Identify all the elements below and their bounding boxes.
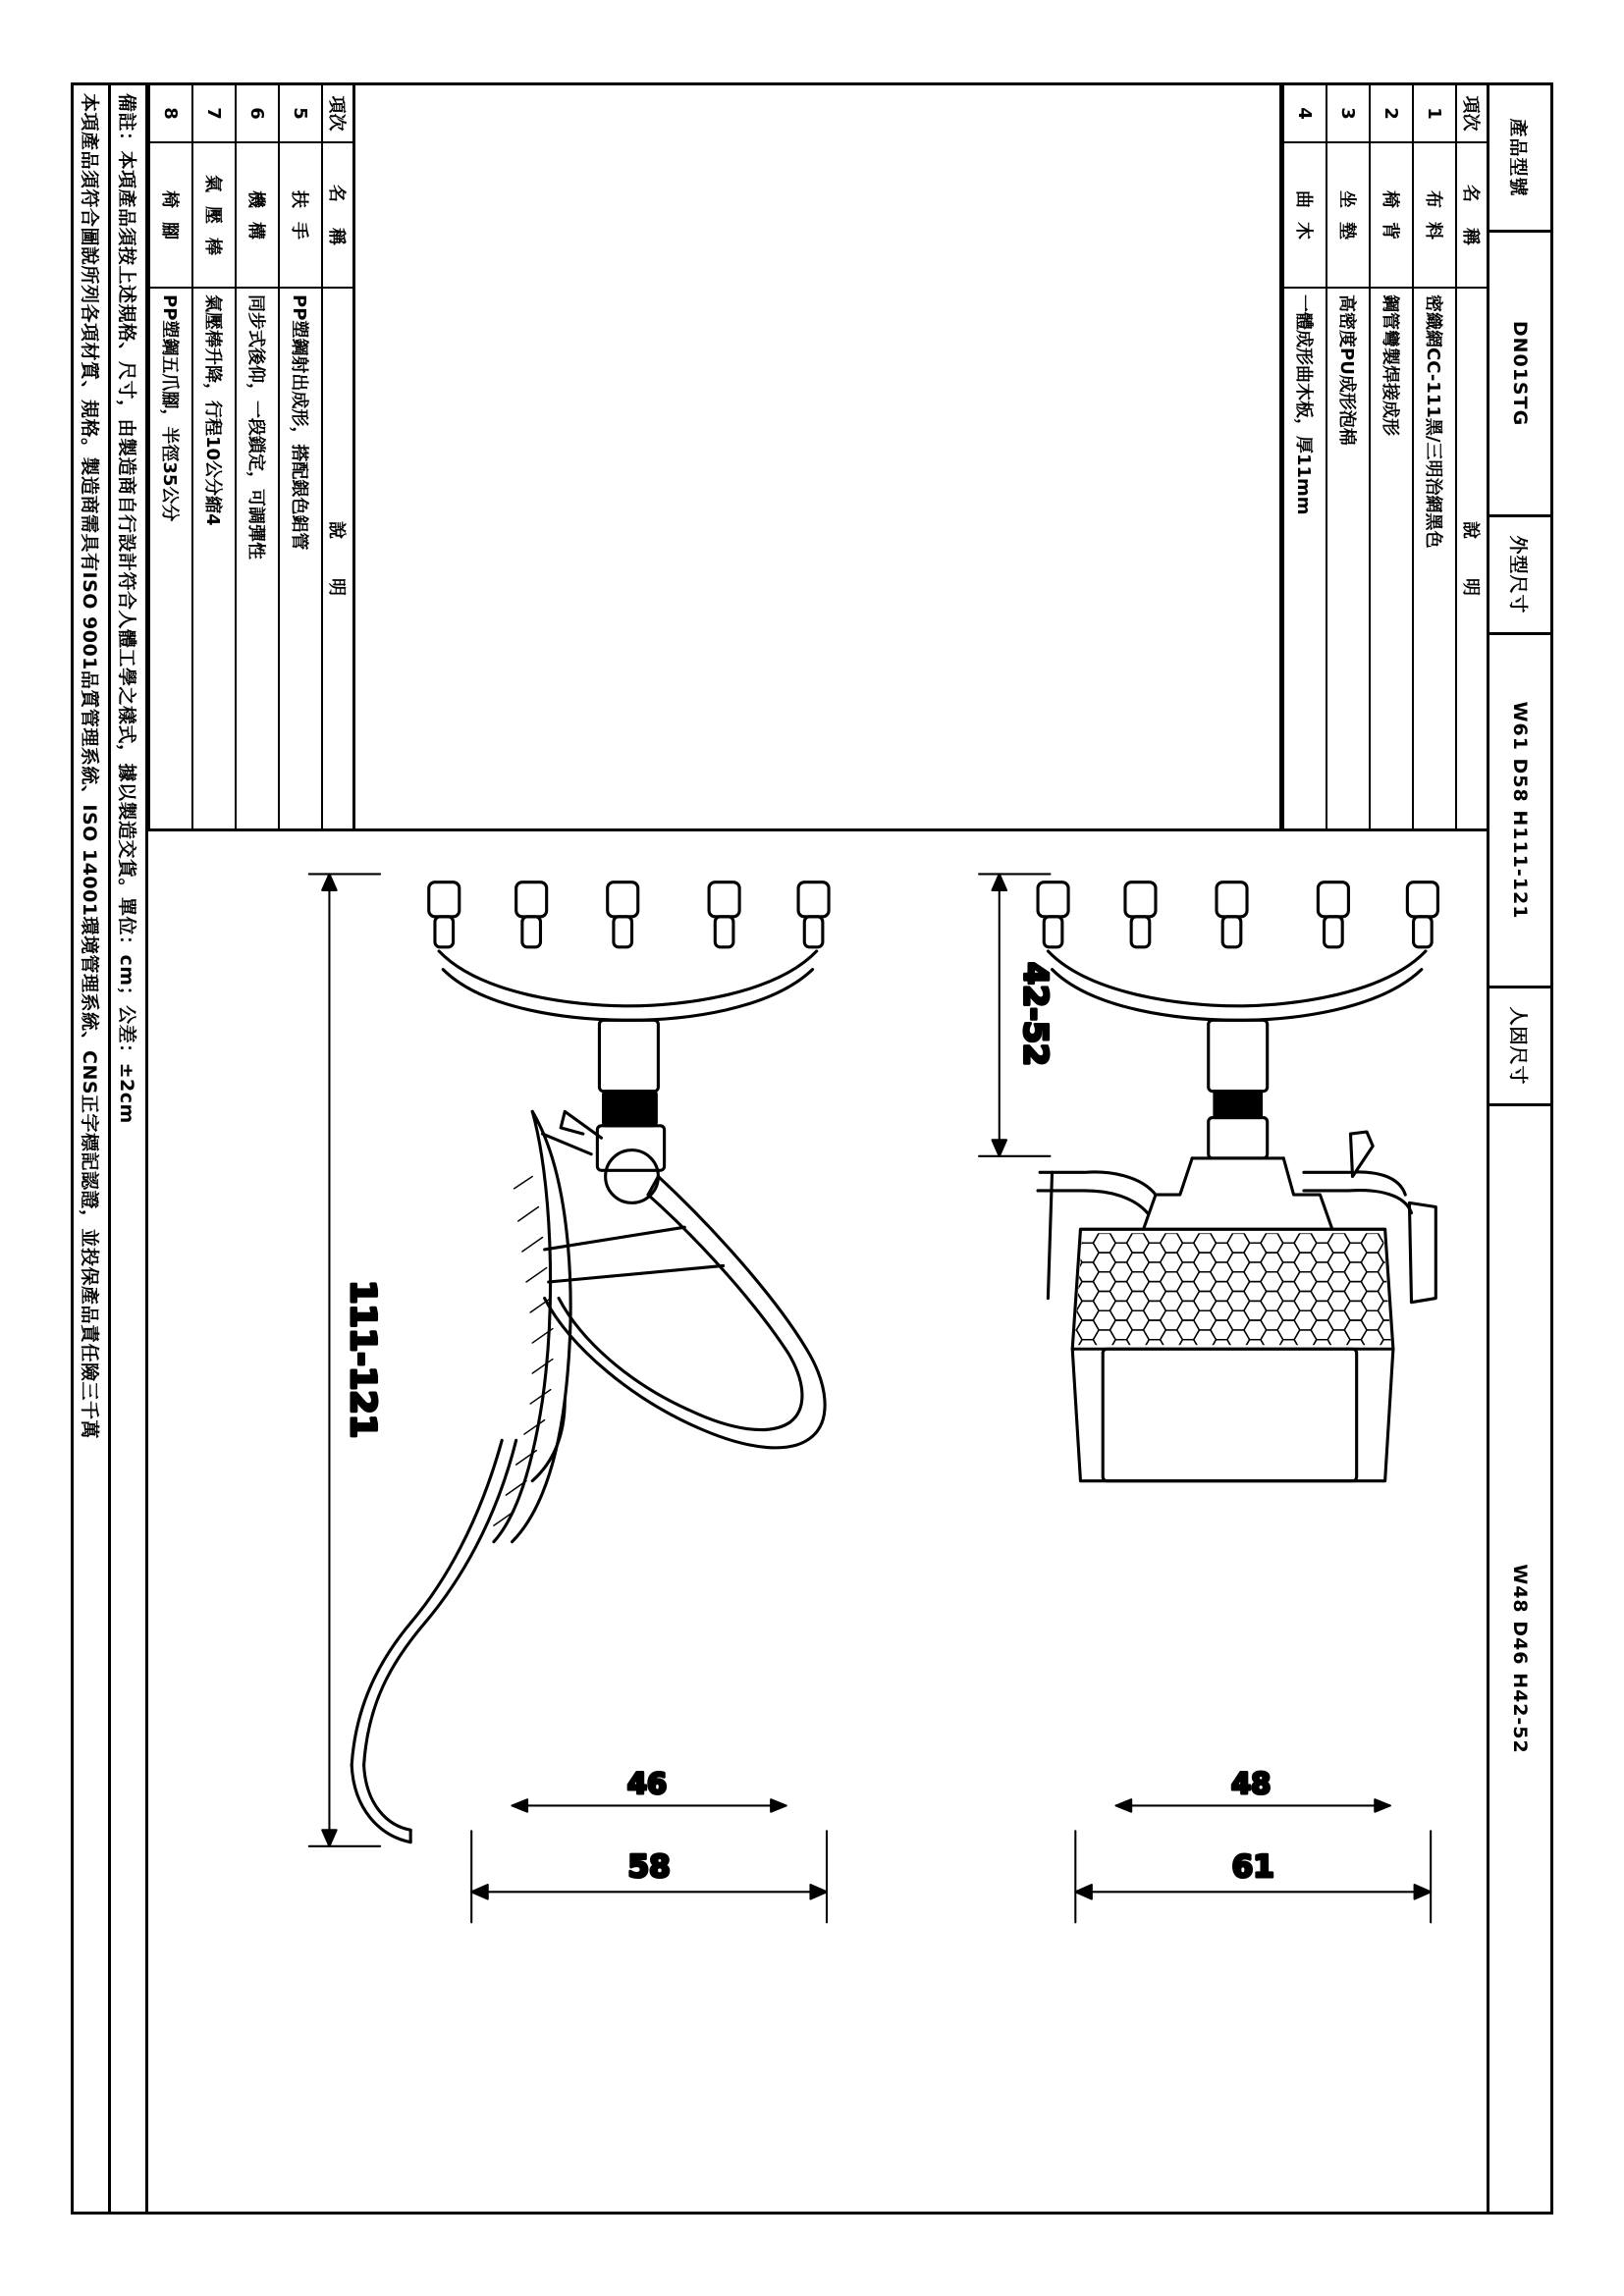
dim-label-48: 48 [1231, 1766, 1272, 1800]
th-name-left: 名稱 [1456, 142, 1487, 288]
part-name: 椅背 [1370, 142, 1413, 288]
part-desc: 密織網CC-111黑/三明治網黑色 [1413, 288, 1456, 828]
ergo-dim-label: 人因尺寸 [1489, 988, 1550, 1106]
part-desc: 同步式後仰，一段鎖定，可調彈性 [236, 288, 279, 828]
part-no: 6 [236, 85, 279, 142]
part-desc: 一體成形曲木板，厚11mm [1283, 288, 1326, 828]
dim-front-48 [1116, 1799, 1390, 1811]
mesh-back-panel [993, 1223, 1400, 1407]
dim-label-46: 46 [626, 1766, 668, 1800]
part-no: 4 [1283, 85, 1326, 142]
part-no: 3 [1326, 85, 1370, 142]
ergo-dim-value: W48 D46 H42-52 [1509, 1563, 1531, 1754]
part-desc: PP塑鋼五爪腳，半徑35公分 [149, 288, 192, 828]
part-name: 氣壓棒 [192, 142, 236, 288]
drawing-area [148, 831, 1487, 2212]
table-row [279, 85, 322, 828]
drawing-frame [71, 82, 1553, 2215]
th-desc-left: 說明 [1456, 288, 1487, 828]
side-view [352, 881, 829, 1842]
parts-table-right [148, 85, 355, 828]
part-desc: 鋼管彎製焊接成形 [1370, 288, 1413, 828]
part-no: 8 [149, 85, 192, 142]
table-row [1283, 85, 1326, 828]
part-no: 1 [1413, 85, 1456, 142]
part-desc: 氣壓棒升降，行程10公分縮4 [192, 288, 236, 828]
notes-block [74, 85, 145, 2212]
header-row [1487, 85, 1550, 2212]
parts-table-left [1282, 85, 1487, 828]
table-row [1326, 85, 1370, 828]
part-desc: 高密度PU成形泡棉 [1326, 288, 1370, 828]
dim-label-58: 58 [627, 1848, 671, 1885]
part-name: 機構 [236, 142, 279, 288]
note-line-2: 本項產品須符合圖說所列各項材質、規格。製造商需具有ISO 9001品質管理系統、ISO 14001環境管理系統、CNS正字標記認證，並投保產品責任險三千萬 [79, 92, 100, 1439]
spec-sheet [41, 49, 1583, 2248]
sheet-body [74, 85, 1487, 2212]
upper-section [145, 85, 1487, 2212]
table-row [236, 85, 279, 828]
table-row [1370, 85, 1413, 828]
outer-dim-label: 外型尺寸 [1489, 517, 1550, 635]
part-no: 2 [1370, 85, 1413, 142]
th-name-right: 名稱 [322, 142, 354, 288]
front-view [993, 881, 1437, 1480]
castor-column [1038, 881, 1437, 946]
table-row [192, 85, 236, 828]
part-desc: PP塑鋼射出成形，搭配銀色鋁管 [279, 288, 322, 828]
dim-label-61: 61 [1231, 1848, 1274, 1885]
dim-side-46 [513, 1799, 786, 1811]
part-name: 布料 [1413, 142, 1456, 288]
dim-label-111-121: 111-121 [343, 1279, 384, 1438]
model-value: DN01STG [1489, 233, 1550, 517]
part-no: 5 [279, 85, 322, 142]
th-desc-right: 說明 [322, 288, 354, 828]
part-name: 曲木 [1283, 142, 1326, 288]
part-name: 椅腳 [149, 142, 192, 288]
note-line-1: 備註：本項產品須按上述規格、尺寸，由製造商自行設計符合人體工學之樣式，據以製造交貨。單位：cm；公差：±2cm [108, 85, 145, 2212]
table-row [149, 85, 192, 828]
th-no-right: 項次 [322, 85, 354, 142]
part-name: 扶手 [279, 142, 322, 288]
outer-dim-value: W61 D58 H111-121 [1489, 635, 1550, 988]
th-no-left: 項次 [1456, 85, 1487, 142]
model-label: 產品型號 [1489, 85, 1550, 233]
castor-column-side [429, 881, 829, 946]
part-no: 7 [192, 85, 236, 142]
parts-table-left-block [148, 85, 1487, 831]
dim-label-42-52: 42-52 [1016, 961, 1056, 1066]
table-row [1413, 85, 1456, 828]
part-name: 坐墊 [1326, 142, 1370, 288]
chair-drawings [148, 831, 1487, 2212]
